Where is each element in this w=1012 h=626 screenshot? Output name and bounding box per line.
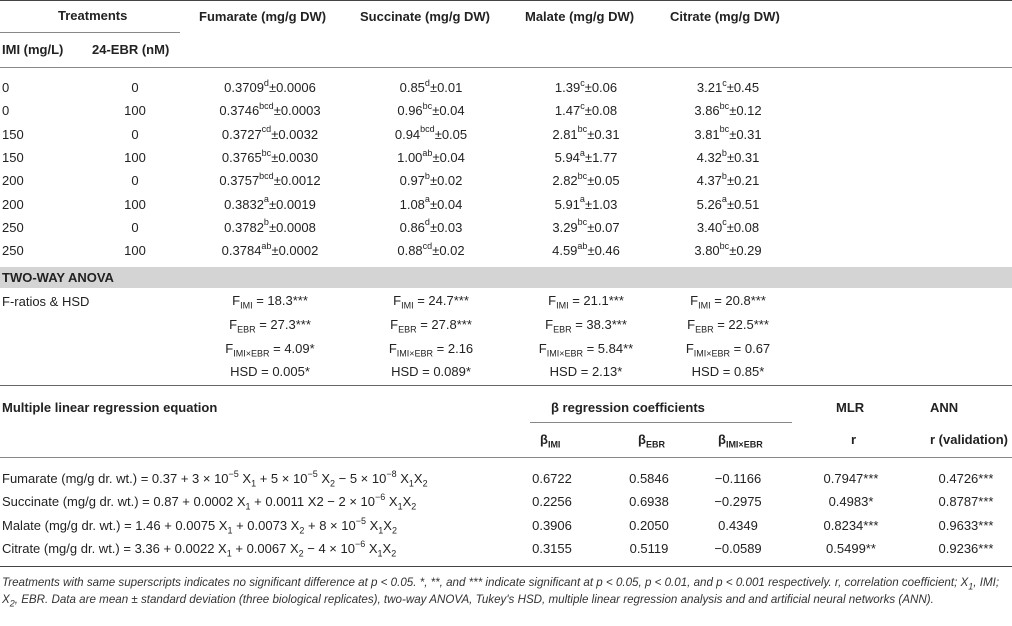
cell-ebr: 100 bbox=[124, 196, 146, 212]
cell-suc: 0.94$^{bcd}$±0.05 bbox=[394, 124, 468, 142]
anova-suc-int: $F_{IMI\times EBR} = 2.16$ bbox=[388, 341, 474, 359]
anova-cit-ebr: $F_{EBR} = 22.5***$ bbox=[687, 317, 769, 335]
regression-b3: −0.1166 bbox=[714, 471, 762, 486]
regression-b2: 0.5846 bbox=[629, 471, 669, 486]
cell-mal: 2.81$^{bc}$±0.31 bbox=[552, 124, 620, 142]
cell-fum: 0.3765$^{bc}$±0.0030 bbox=[221, 147, 319, 165]
regression-header-rule bbox=[0, 457, 1012, 458]
regression-equation: Succinate (mg/g dr. wt.) = 0.87 + 0.0002 $X_1 + 0.0011$ $X2 - 2 \times 10^{-6}$ $X_1X_2$ bbox=[2, 491, 417, 512]
cell-cit: 5.26$^a$±0.51 bbox=[696, 194, 760, 212]
beta-title: β regression coefficients bbox=[551, 400, 705, 415]
beta-int-header: $\beta_{IMI\times EBR}$ bbox=[718, 432, 763, 450]
regression-mlr: 0.4983* bbox=[828, 494, 874, 509]
beta-imi-header: $\beta_{IMI}$ bbox=[540, 432, 561, 450]
beta-ebr-header: $\beta_{EBR}$ bbox=[638, 432, 665, 450]
header-fumarate: Fumarate (mg/g DW) bbox=[199, 9, 327, 24]
regression-equation: Fumarate (mg/g dr. $wt.) = 0.37 + 3 \times 10^{-5}$ $X_1 + 5 \times 10^{-5}$ $X_2 - 5 \times 10^{-8}$ $X_1X_2$ bbox=[2, 468, 428, 489]
anova-suc-imi: $F_{IMI} = 24.7***$ bbox=[393, 293, 469, 311]
cell-cit: 3.21$^c$±0.45 bbox=[696, 77, 760, 95]
header-malate: Malate (mg/g DW) bbox=[525, 9, 635, 24]
cell-suc: 0.97$^b$±0.02 bbox=[399, 170, 463, 189]
regression-b3: −0.0589 bbox=[714, 541, 762, 556]
regression-ann: 0.9236*** bbox=[938, 541, 994, 556]
anova-band bbox=[0, 267, 1012, 288]
cell-mal: 4.59$^{ab}$±0.46 bbox=[552, 240, 620, 259]
anova-suc-hsd: HSD = 0.089* bbox=[391, 364, 471, 379]
ann-header: ANN bbox=[930, 400, 959, 415]
cell-ebr: 100 bbox=[124, 103, 146, 119]
cell-suc: 1.08$^a$±0.04 bbox=[399, 194, 463, 212]
regression-b2: 0.2050 bbox=[629, 518, 669, 533]
regression-mlr: 0.7947*** bbox=[823, 471, 879, 486]
cell-mal: 1.39$^c$±0.06 bbox=[554, 77, 618, 95]
header-citrate: Citrate (mg/g DW) bbox=[670, 9, 780, 24]
cell-imi: 0 bbox=[2, 80, 10, 95]
regression-title: Multiple linear regression equation bbox=[2, 400, 218, 415]
anova-fum-ebr: $F_{EBR} = 27.3***$ bbox=[229, 317, 311, 335]
cell-ebr: 100 bbox=[124, 149, 146, 165]
cell-cit: 4.37$^b$±0.21 bbox=[696, 170, 760, 189]
cell-imi: 0 bbox=[2, 103, 10, 119]
cell-cit: 4.32$^b$±0.31 bbox=[696, 147, 760, 165]
cell-mal: 3.29$^{bc}$±0.07 bbox=[552, 217, 620, 235]
regression-mlr: 0.8234*** bbox=[823, 518, 879, 533]
regression-b2: 0.6938 bbox=[629, 494, 669, 509]
anova-label: F-ratios & HSD bbox=[2, 294, 90, 309]
anova-suc-ebr: $F_{EBR} = 27.8***$ bbox=[390, 317, 472, 335]
cell-fum: 0.3782$^b$±0.0008 bbox=[224, 217, 316, 235]
cell-fum: 0.3784$^{ab}$±0.0002 bbox=[221, 240, 319, 259]
regression-b1: 0.6722 bbox=[532, 471, 572, 486]
cell-imi: 250 bbox=[2, 243, 24, 259]
cell-ebr: 100 bbox=[124, 243, 146, 259]
regression-b1: 0.3906 bbox=[532, 518, 572, 533]
regression-b3: −0.2975 bbox=[714, 494, 762, 509]
cell-cit: 3.80$^{bc}$±0.29 bbox=[694, 240, 762, 259]
anova-fum-int: $F_{IMI\times EBR} = 4.09*$ bbox=[225, 341, 315, 359]
regression-ann: 0.9633*** bbox=[938, 518, 994, 533]
cell-fum: 0.3746$^{bcd}$±0.0003 bbox=[219, 100, 321, 119]
header-treatments-underline bbox=[0, 32, 180, 33]
cell-cit: 3.40$^c$±0.08 bbox=[696, 217, 760, 235]
cell-ebr: 0 bbox=[131, 173, 139, 189]
cell-fum: 0.3709$^d$±0.0006 bbox=[224, 77, 316, 95]
header-treatments: Treatments bbox=[58, 8, 128, 23]
beta-underline bbox=[530, 422, 792, 423]
r-validation-header: r (validation) bbox=[930, 432, 1009, 447]
anova-cit-imi: $F_{IMI} = 20.8***$ bbox=[690, 293, 766, 311]
cell-ebr: 0 bbox=[131, 126, 139, 142]
regression-equation: Citrate (mg/g dr. wt.) = 3.36 + 0.0022 $X_1 + 0.0067$ $X_2 - 4 \times 10^{-6}$ $X_1X_2$ bbox=[2, 538, 397, 559]
regression-b1: 0.2256 bbox=[532, 494, 572, 509]
cell-cit: 3.81$^{bc}$±0.31 bbox=[694, 124, 762, 142]
cell-mal: 1.47$^c$±0.08 bbox=[554, 100, 618, 119]
mlr-header: MLR bbox=[836, 400, 865, 415]
cell-imi: 200 bbox=[2, 196, 24, 212]
cell-suc: 0.88$^{cd}$±0.02 bbox=[397, 240, 465, 259]
cell-suc: 1.00$^{ab}$±0.04 bbox=[397, 147, 465, 165]
anova-fum-hsd: HSD = 0.005* bbox=[230, 364, 310, 379]
anova-title: TWO-WAY ANOVA bbox=[2, 270, 114, 285]
anova-rule bbox=[0, 385, 1012, 386]
r-header: r bbox=[851, 432, 857, 447]
regression-mlr: 0.5499** bbox=[826, 541, 876, 556]
header-ebr: 24-EBR (nM) bbox=[92, 42, 170, 57]
cell-fum: 0.3757$^{bcd}$±0.0012 bbox=[219, 170, 321, 189]
anova-mal-int: $F_{IMI\times EBR} = 5.84**$ bbox=[538, 341, 634, 359]
cell-mal: 5.94$^a$±1.77 bbox=[554, 147, 618, 165]
header-succinate: Succinate (mg/g DW) bbox=[360, 9, 491, 24]
anova-cit-hsd: HSD = 0.85* bbox=[691, 364, 765, 379]
cell-mal: 2.82$^{bc}$±0.05 bbox=[552, 170, 620, 189]
regression-b2: 0.5119 bbox=[629, 541, 669, 556]
cell-ebr: 0 bbox=[131, 219, 139, 235]
cell-imi: 250 bbox=[2, 219, 24, 235]
header-imi: IMI (mg/L) bbox=[2, 42, 64, 57]
cell-imi: 150 bbox=[2, 149, 24, 165]
regression-ann: 0.4726*** bbox=[938, 471, 994, 486]
table-bottom-rule bbox=[0, 566, 1012, 567]
cell-imi: 150 bbox=[2, 126, 24, 142]
cell-suc: 0.96$^{bc}$±0.04 bbox=[397, 100, 465, 119]
cell-fum: 0.3832$^a$±0.0019 bbox=[224, 194, 316, 212]
anova-mal-imi: $F_{IMI} = 21.1***$ bbox=[548, 293, 624, 311]
cell-imi: 200 bbox=[2, 173, 24, 189]
cell-suc: 0.86$^d$±0.03 bbox=[399, 217, 463, 235]
regression-b3: 0.4349 bbox=[718, 518, 758, 533]
anova-fum-imi: $F_{IMI} = 18.3***$ bbox=[232, 293, 308, 311]
anova-mal-ebr: $F_{EBR} = 38.3***$ bbox=[545, 317, 627, 335]
footnote: Treatments with same superscripts indicates no significant difference at p < 0.05. *, **, and *** indicate significant at p < 0.05, p < 0.01, and p < 0.001 respectively. r, correlation coefficient; $X_1$, IMI; $X_2$, EBR. Data are mean ± standard deviation (three biological replicates), two-way ANOVA, Tukey's HSD, multiple linear regression analysis and and artificial neural networks (ANN). bbox=[2, 576, 1000, 609]
regression-ann: 0.8787*** bbox=[938, 494, 994, 509]
cell-fum: 0.3727$^{cd}$±0.0032 bbox=[221, 124, 319, 142]
header-rule bbox=[0, 67, 1012, 68]
anova-mal-hsd: HSD = 2.13* bbox=[549, 364, 623, 379]
cell-cit: 3.86$^{bc}$±0.12 bbox=[694, 100, 762, 119]
cell-mal: 5.91$^a$±1.03 bbox=[554, 194, 618, 212]
regression-equation: Malate (mg/g dr. wt.) = 1.46 + 0.0075 $X_1 + 0.0073$ $X_2 + 8 \times 10^{-5}$ $X_1X_2$ bbox=[2, 515, 397, 536]
regression-b1: 0.3155 bbox=[532, 541, 572, 556]
cell-ebr: 0 bbox=[131, 80, 139, 95]
anova-cit-int: $F_{IMI\times EBR} = 0.67$ bbox=[685, 341, 771, 359]
cell-suc: 0.85$^d$±0.01 bbox=[399, 77, 463, 95]
